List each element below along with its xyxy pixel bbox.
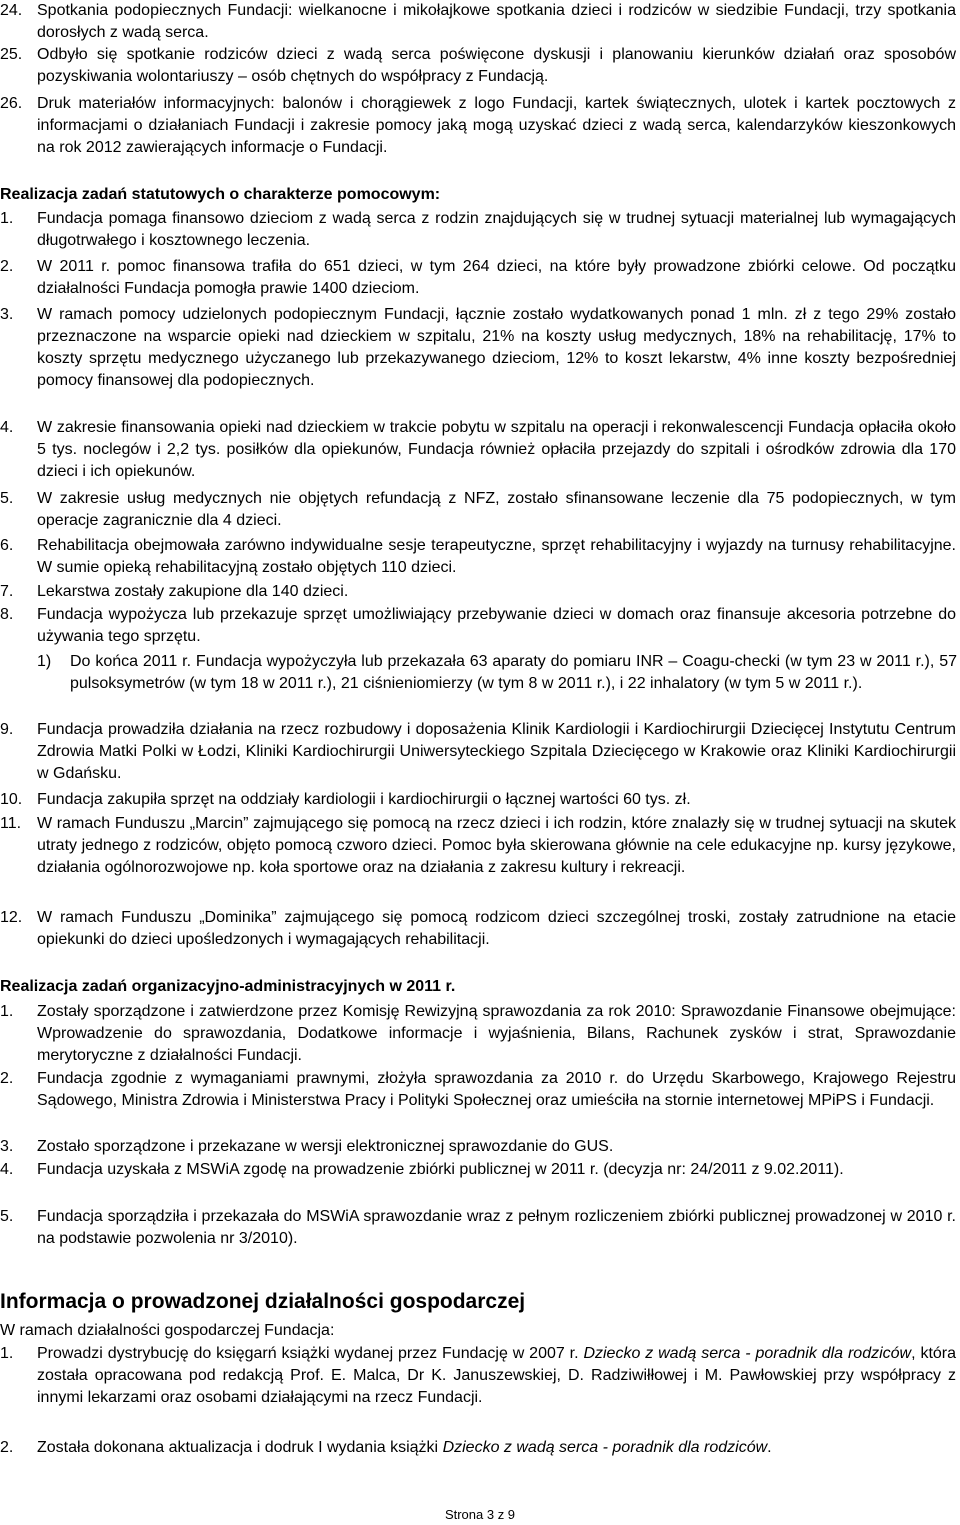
- item-text-part: , która została opracowana pod redakcją Prof. E. Malca, Dr K. Januszewskiej, D. Radziwiłłowej i M. Pawłowskiej przy współpracy z innymi lekarzami oraz osobami działającymi na rzecz Fundacji.: [37, 1345, 957, 1406]
- list-item: [0, 789, 956, 811]
- item-text: Odbyło się spotkanie rodziców dzieci z wadą serca poświęcone dyskusji i planowaniu kierunków działań oraz sposobów pozyskiwania wolontariuszy – osób chętnych do współpracy z Fundacją.: [37, 46, 956, 85]
- list-item: [0, 581, 956, 603]
- list-item: [0, 813, 956, 879]
- item-number: 2.: [0, 1439, 14, 1456]
- item-text: W zakresie finansowania opieki nad dzieckiem w trakcie pobytu w szpitalu na operacji i rekonwalescencji Fundacja opłaciła około 5 tys. noclegów i 2,2 tys. posiłków dla opiekunów, Fundacja również opłaciła przejazdy do szpitali i ośrodków zdrowia dla 170 dzieci i ich opiekunów.: [37, 419, 956, 480]
- item-number: 5.: [0, 1208, 14, 1225]
- list-item: [0, 1068, 956, 1112]
- item-number: 25.: [0, 46, 23, 63]
- book-title: Dziecko z wadą serca - poradnik dla rodziców: [442, 1439, 768, 1456]
- item-number: 5.: [0, 490, 14, 507]
- item-number: 3.: [0, 1138, 14, 1155]
- item-text: Fundacja pomaga finansowo dzieciom z wadą serca z rodzin znajdujących się w trudnej sytuacji materialnej lub wymagających długotrwałego i kosztownego leczenia.: [37, 210, 956, 249]
- item-number: 1): [37, 653, 52, 670]
- list-item: [0, 208, 956, 252]
- item-number: 2.: [0, 1070, 14, 1087]
- section-heading-gospodarcza: Informacja o prowadzonej działalności gospodarczej: [0, 1290, 526, 1313]
- section-heading-statutowe: Realizacja zadań statutowych o charakterze pomocowym:: [0, 186, 441, 203]
- list-item: [0, 1159, 956, 1181]
- list-item: [0, 907, 956, 951]
- sub-list-item: [37, 651, 957, 695]
- item-text-part: .: [767, 1439, 772, 1456]
- item-number: 4.: [0, 419, 14, 436]
- item-number: 6.: [0, 537, 14, 554]
- item-text: Rehabilitacja obejmowała zarówno indywidualne sesje terapeutyczne, sprzęt rehabilitacyjny i wyjazdy na turnusy rehabilitacyjne. W sumie opieką rehabilitacyjną zostało objętych 110 dzieci.: [37, 537, 956, 576]
- section-intro: W ramach działalności gospodarczej Fundacja:: [0, 1322, 335, 1339]
- list-item: [0, 488, 956, 532]
- book-title: Dziecko z wadą serca - poradnik dla rodziców: [583, 1345, 912, 1362]
- list-item: [0, 1136, 956, 1158]
- item-number: 9.: [0, 721, 14, 738]
- item-text: Zostało sporządzone i przekazane w wersji elektronicznej sprawozdanie do GUS.: [37, 1138, 614, 1155]
- item-text: W 2011 r. pomoc finansowa trafiła do 651 dzieci, w tym 264 dzieci, na które były prowadzone zbiórki celowe. Od początku działalności Fundacja pomogła prawie 1400 dzieciom.: [37, 258, 956, 297]
- item-number: 10.: [0, 791, 23, 808]
- item-number: 1.: [0, 210, 14, 227]
- item-text: Fundacja wypożycza lub przekazuje sprzęt umożliwiający przebywanie dzieci w domach oraz finansuje akcesoria potrzebne do używania tego sprzętu.: [37, 606, 956, 645]
- item-text: Zostały sporządzone i zatwierdzone przez Komisję Rewizyjną sprawozdania za rok 2010: Sprawozdanie Finansowe obejmujące: Wprowadzenie do sprawozdania, Dodatkowe informacje i wyjaśnienia, Bilans, Rachunek zysków i strat, Sprawozdanie merytoryczne z działalności Fundacji.: [37, 1003, 956, 1064]
- item-number: 3.: [0, 306, 14, 323]
- item-text: W ramach Funduszu „Dominika” zajmującego się pomocą rodzicom dzieci szczególnej troski, zostały zatrudnione na etacie opiekunki do dzieci upośledzonych i wymagających rehabilitacji.: [37, 909, 956, 948]
- list-item: [0, 256, 956, 300]
- item-number: 7.: [0, 583, 14, 600]
- item-number: 26.: [0, 95, 23, 112]
- list-item: [0, 93, 956, 159]
- list-item: [0, 0, 956, 44]
- item-number: 1.: [0, 1345, 14, 1362]
- list-item: [0, 44, 956, 88]
- list-item: [0, 1343, 956, 1409]
- item-text: Spotkania podopiecznych Fundacji: wielkanocne i mikołajkowe spotkania dzieci i rodziców w siedzibie Fundacji, trzy spotkania dorosłych z wadą serca.: [37, 2, 956, 41]
- item-number: 12.: [0, 909, 23, 926]
- item-text: Druk materiałów informacyjnych: balonów i chorągiewek z logo Fundacji, kartek świątecznych, ulotek i kartek pocztowych z informacjami o działaniach Fundacji i zakresie pomocy jaką mogą uzyskać dzieci z wadą serca, kalendarzyków kieszonkowych na rok 2012 zawierających informacje o Fundacji.: [37, 95, 956, 156]
- item-text: W ramach pomocy udzielonych podopiecznym Fundacji, łącznie zostało wydatkowanych ponad 1 mln. zł z tego 29% zostało przeznaczone na wsparcie opieki nad dzieckiem w szpitalu, 21% na koszty usług medycznych, 18% na rehabilitację, 17% to koszty sprzętu medycznego użyczanego lub przekazywanego dzieciom, 12% to koszt lekarstw, 4% inne koszty bezpośredniej pomocy finansowej dla podopiecznych.: [37, 306, 956, 389]
- list-item: [0, 1206, 956, 1250]
- item-number: 2.: [0, 258, 14, 275]
- list-item: [0, 535, 956, 579]
- item-text: W zakresie usług medycznych nie objętych refundacją z NFZ, zostało sfinansowane leczenie dla 75 podopiecznych, w tym operacje zagranicznie dla 4 dzieci.: [37, 490, 956, 529]
- item-text-part: Prowadzi dystrybucję do księgarń książki wydanej przez Fundację w 2007 r.: [37, 1345, 584, 1362]
- list-item: [0, 1001, 956, 1067]
- item-text: [37, 1343, 956, 1409]
- item-text: [37, 1437, 956, 1459]
- item-number: 1.: [0, 1003, 14, 1020]
- section-heading-admin: Realizacja zadań organizacyjno-administracyjnych w 2011 r.: [0, 978, 456, 995]
- item-text: Fundacja prowadziła działania na rzecz rozbudowy i doposażenia Klinik Kardiologii i Kardiochirurgii Dziecięcej Instytutu Centrum Zdrowia Matki Polki w Łodzi, Kliniki Kardiochirurgii Uniwersyteckiego Szpitala Dziecięcego w Krakowie oraz Kliniki Kardiochirurgii w Gdańsku.: [37, 721, 956, 782]
- item-text: Fundacja uzyskała z MSWiA zgodę na prowadzenie zbiórki publicznej w 2011 r. (decyzja nr: 24/2011 z 9.02.2011).: [37, 1161, 844, 1178]
- item-text: Fundacja zakupiła sprzęt na oddziały kardiologii i kardiochirurgii o łącznej wartości 60 tys. zł.: [37, 791, 691, 808]
- item-text-part: Została dokonana aktualizacja i dodruk I wydania książki: [37, 1439, 443, 1456]
- item-text: Fundacja zgodnie z wymaganiami prawnymi, złożyła sprawozdania za 2010 r. do Urzędu Skarbowego, Krajowego Rejestru Sądowego, Ministra Zdrowia i Ministerstwa Pracy i Polityki Społecznej oraz umieściła na stornie internetowej MPiPS i Fundacji.: [37, 1070, 956, 1109]
- item-text: W ramach Funduszu „Marcin” zajmującego się pomocą na rzecz dzieci i ich rodzin, które znalazły się w trudnej sytuacji na skutek utraty jednego z rodziców, objęto pomocą czworo dzieci. Pomoc była skierowana głównie na cele edukacyjne np. kursy językowe, działania ogólnorozwojowe np. koła sportowe oraz na działania z zakresu kultury i rekreacji.: [37, 815, 956, 876]
- list-item: [0, 719, 956, 785]
- list-item: [0, 304, 956, 392]
- list-item: [0, 417, 956, 483]
- item-text: Lekarstwa zostały zakupione dla 140 dzieci.: [37, 583, 349, 600]
- item-text: Do końca 2011 r. Fundacja wypożyczyła lub przekazała 63 aparaty do pomiaru INR – Coagu-checki (w tym 23 w 2011 r.), 57 pulsoksymetrów (w tym 18 w 2011 r.), 21 ciśnieniomierzy (w tym 8 w 2011 r.), i 22 inhalatory (w tym 5 w 2011 r.).: [70, 653, 957, 692]
- item-number: 24.: [0, 2, 23, 19]
- item-number: 4.: [0, 1161, 14, 1178]
- item-text: Fundacja sporządziła i przekazała do MSWiA sprawozdanie wraz z pełnym rozliczeniem zbiórki publicznej prowadzonej w 2010 r. na podstawie pozwolenia nr 3/2010).: [37, 1208, 956, 1247]
- item-number: 11.: [0, 815, 22, 832]
- list-item: [0, 1437, 956, 1459]
- list-item: [0, 604, 956, 648]
- page-footer: Strona 3 z 9: [444, 1507, 516, 1522]
- item-number: 8.: [0, 606, 14, 623]
